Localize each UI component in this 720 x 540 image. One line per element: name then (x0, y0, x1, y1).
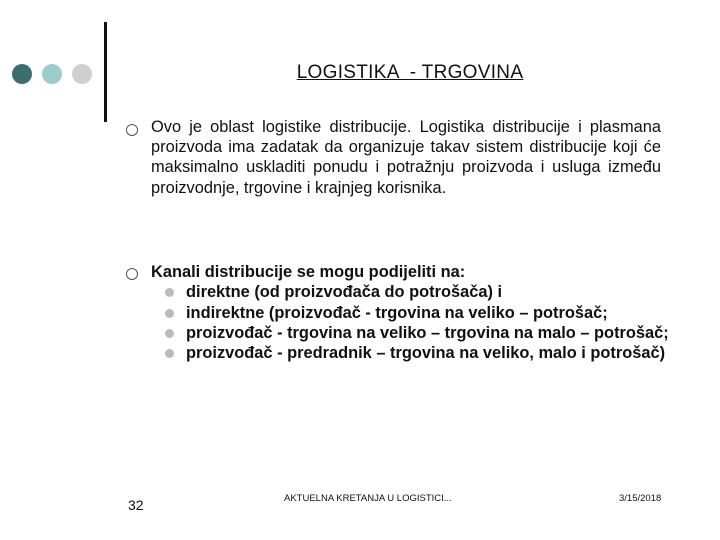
bullet-dot-icon (165, 329, 174, 338)
decor-dot-teal (42, 64, 62, 84)
channel-item-text: direktne (od proizvođača do potrošača) i (186, 283, 503, 302)
channel-item-text: indirektne (proizvođač - trgovina na veliko – potrošač; (186, 303, 608, 322)
channel-item-text: proizvođač - predradnik – trgovina na veliko, malo i potrošač) (186, 344, 666, 363)
page-number: 32 (128, 497, 144, 513)
list-item (151, 282, 671, 302)
list-item (151, 323, 671, 343)
channel-item-text: proizvođač - trgovina na veliko – trgovina na malo – potrošač; (186, 323, 669, 342)
paragraph-channels (151, 262, 671, 363)
bullet-dot-icon (165, 288, 174, 297)
footer-date: 3/15/2018 (619, 493, 662, 504)
list-item (151, 343, 671, 363)
bullet-dot-icon (165, 349, 174, 358)
footer-text: AKTUELNA KRETANJA U LOGISTICI... (284, 493, 452, 504)
decor-dot-gray (72, 64, 92, 84)
bullet-circle-icon (126, 124, 138, 136)
list-item (151, 303, 671, 323)
bullet-dot-icon (165, 309, 174, 318)
decor-dot-dark (12, 64, 32, 84)
paragraph-logistics: Ovo je oblast logistike distribucije. Logistika distribucije i plasmana proizvoda ima zadatak da organizuje takav sistem distribucije koji će maksimalno uskladiti ponudu i potražnju proizvoda i usluga između proizvodnje, trgovine i krajnjeg korisnika. (151, 118, 661, 197)
channels-heading: Kanali distribucije se mogu podijeliti na: (151, 263, 466, 281)
channels-list (151, 282, 671, 363)
title-divider (104, 22, 107, 122)
slide-title: LOGISTIKA - TRGOVINA (296, 62, 524, 83)
bullet-circle-icon (126, 268, 138, 280)
